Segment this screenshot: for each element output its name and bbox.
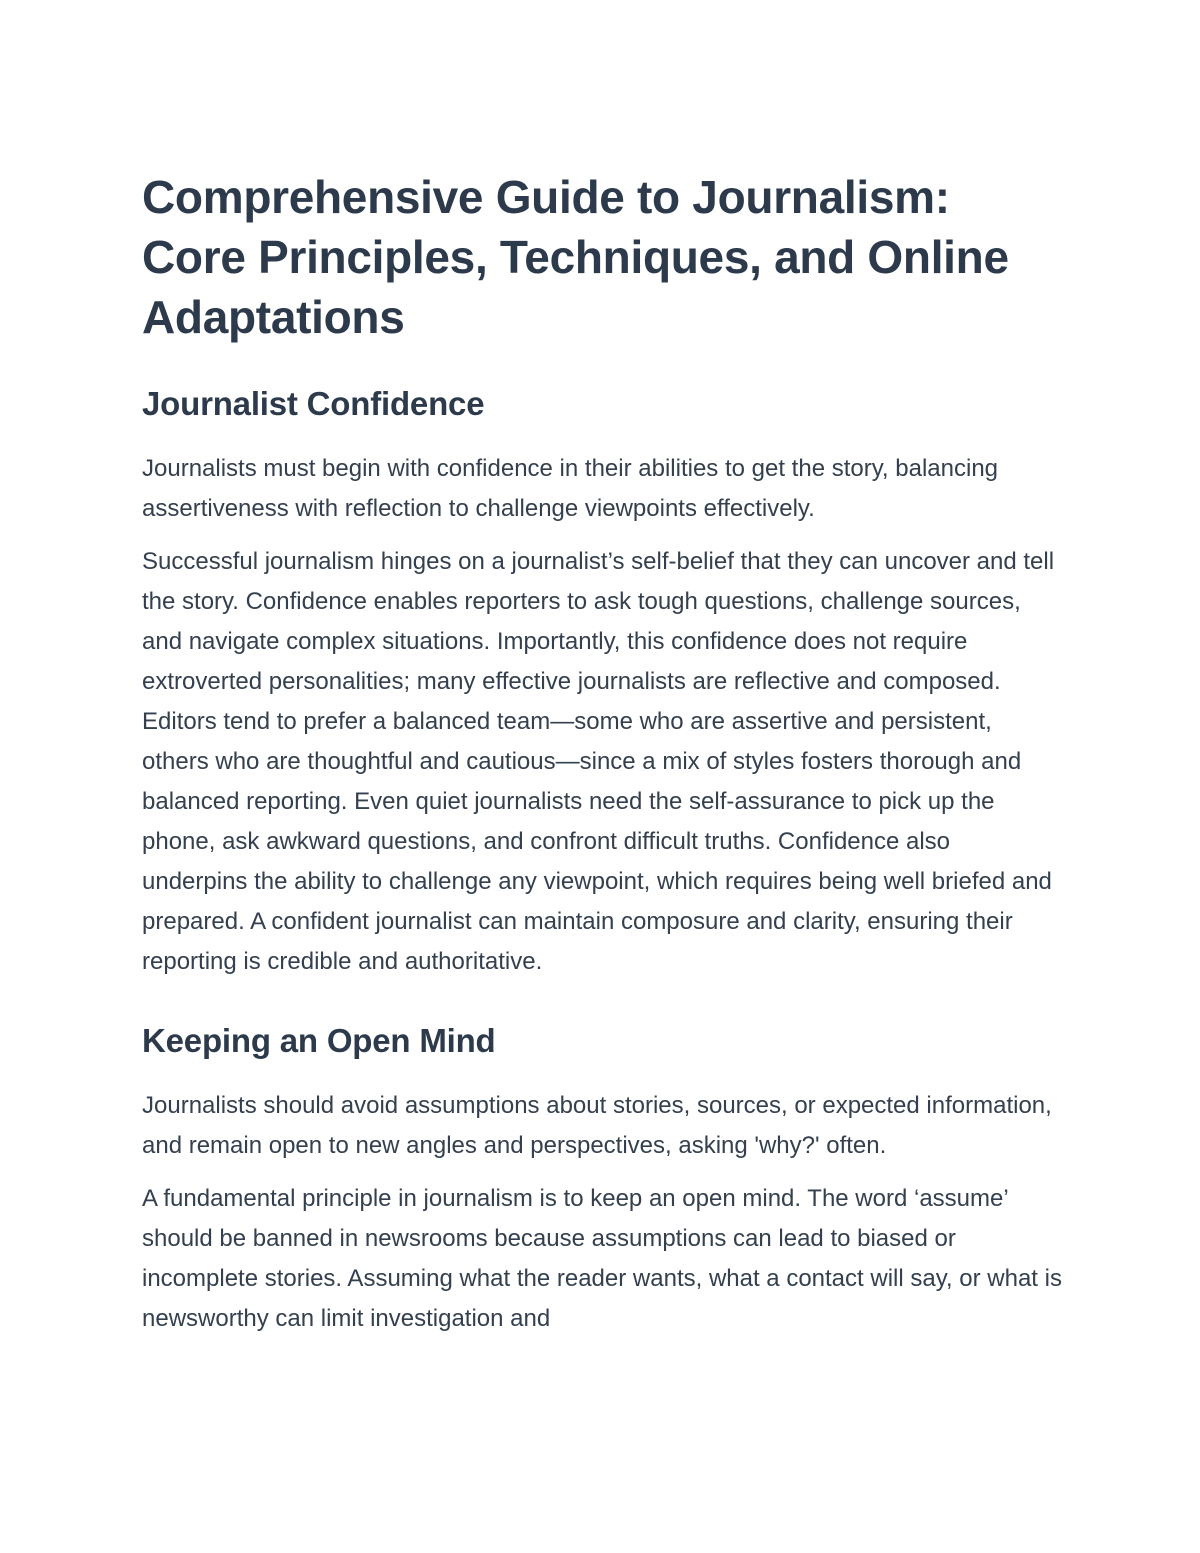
section-summary: Journalists must begin with confidence in their abilities to get the story, balancing assertiveness with reflection to challenge viewpoints effectively. bbox=[142, 455, 999, 522]
document-title: Comprehensive Guide to Journalism: Core Principles, Techniques, and Online Adaptations bbox=[142, 171, 1009, 343]
section-heading: Keeping an Open Mind bbox=[142, 1022, 496, 1059]
section-journalist-confidence bbox=[142, 383, 1062, 982]
section-body: Successful journalism hinges on a journalist’s self-belief that they can uncover and tell the story. Confidence enables reporters to ask tough questions, challenge sources, and navigate complex situations. Importantly, this confidence does not require extroverted personalities; many effective journalists are reflective and composed. Editors tend to prefer a balanced team—some who are assertive and persistent, others who are thoughtful and cautious—since a mix of styles fosters thorough and balanced reporting. Even quiet journalists need the self-assurance to pick up the phone, ask awkward questions, and confront difficult truths. Confidence also underpins the ability to challenge any viewpoint, which requires being well briefed and prepared. A confident journalist can maintain composure and clarity, ensuring their reporting is credible and authoritative. bbox=[142, 548, 1055, 975]
section-keeping-an-open-mind bbox=[142, 1020, 1062, 1339]
document-page bbox=[142, 167, 1062, 1352]
section-heading: Journalist Confidence bbox=[142, 385, 485, 422]
section-summary: Journalists should avoid assumptions about stories, sources, or expected information, and remain open to new angles and perspectives, asking 'why?' often. bbox=[142, 1092, 1052, 1159]
section-body: A fundamental principle in journalism is to keep an open mind. The word ‘assume’ should be banned in newsrooms because assumptions can lead to biased or incomplete stories. Assuming what the reader wants, what a contact will say, or what is newsworthy can limit investigation and bbox=[142, 1185, 1062, 1332]
